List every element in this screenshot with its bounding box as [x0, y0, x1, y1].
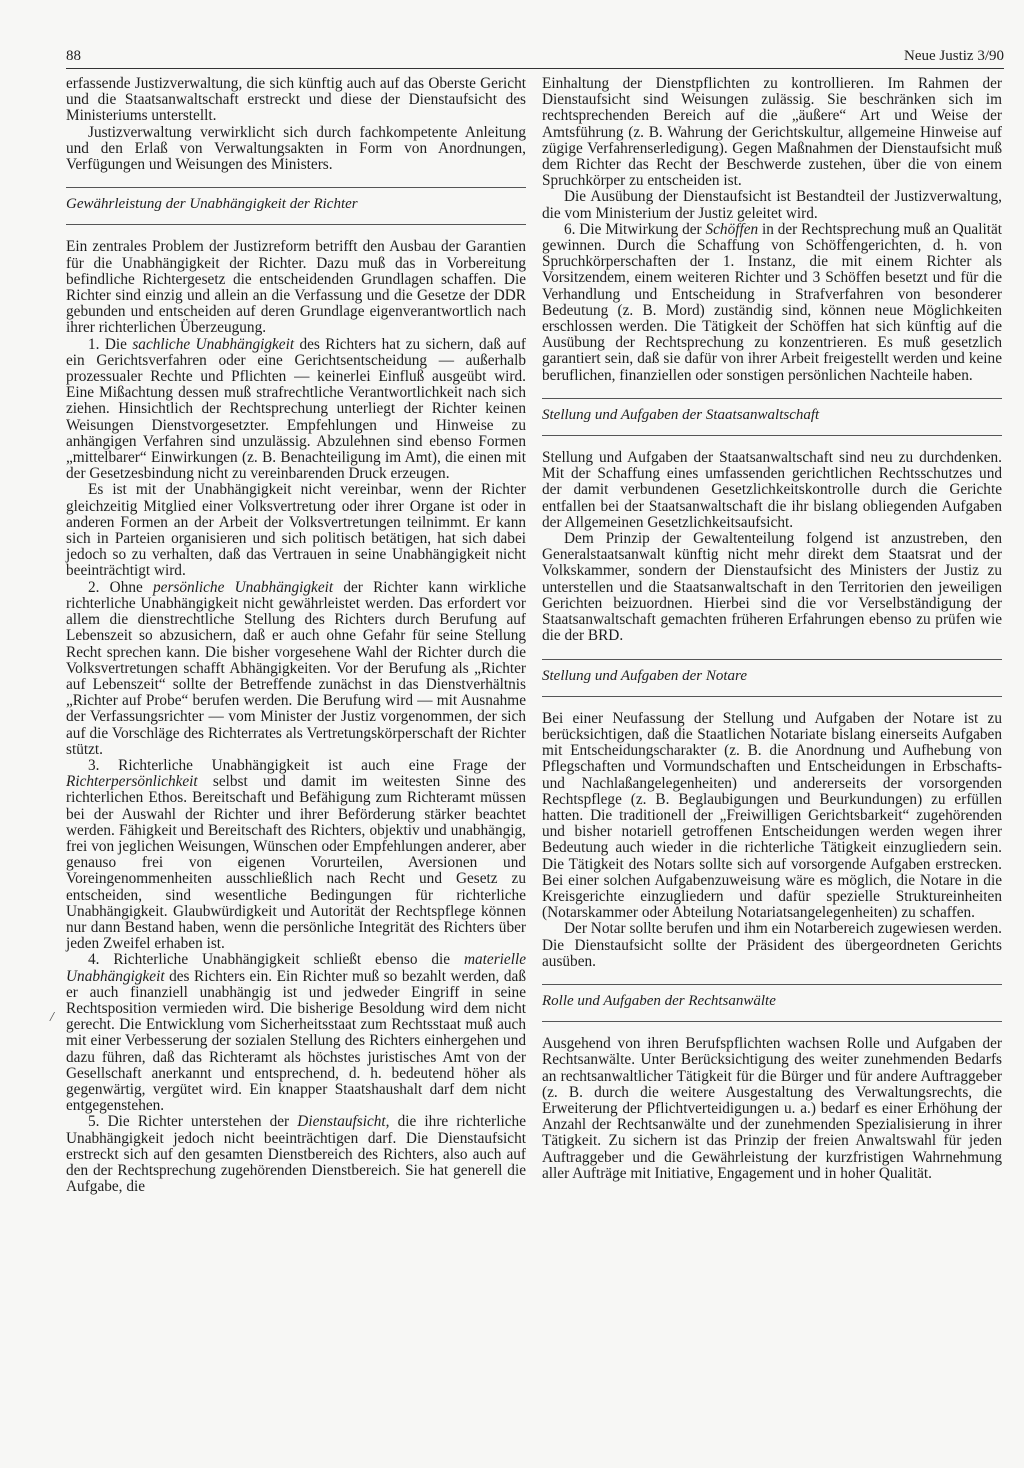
text-run: 1. Die [88, 335, 133, 353]
emphasis: persönliche Unabhängigkeit [153, 578, 334, 596]
left-column [66, 76, 526, 1195]
text-run: 6. Die Mitwirkung der [564, 220, 706, 238]
journal-issue: Neue Justiz 3/90 [904, 48, 1004, 64]
text-run: 4. Richterliche Unabhängigkeit schließt ebenso die [88, 951, 464, 969]
paragraph: Dem Prinzip der Gewaltenteilung folgend ist anzustreben, den Generalstaatsanwalt künftig nicht mehr direkt dem Staatsrat und der Volkskammer, sondern der Dienstaufsicht des Ministers der Justiz zu unterstellen und die Staatsanwaltschaft in den Territorien den jeweiligen Gerichten beizuordnen. Hierbei sind die vor Verselbständigung der Staatsanwaltschaft gemachten früheren Erfahrungen ebenso zu prüfen wie die der BRD. [542, 530, 1002, 645]
text-run: der Richter kann wirkliche richterliche Unabhängigkeit nicht gewährleistet werden. Das erfordert vor allem die dienstrechtliche Stellung des Richters durch Berufung auf Lebenszeit so abzusichern, daß er auch ohne Gefahr für seine Stellung Recht sprechen kann. Die bisher vorgesehene Wahl der Richter durch die Volksvertretungen schafft Abhängigkeiten. Vor der Berufung als „Richter auf Lebenszeit“ sollte der Betreffende zunächst in das Dienstverhältnis „Richter auf Probe“ berufen werden. Die Berufung wird — mit Ausnahme der Verfassungsrichter — vom Minister der Justiz vorgenommen, der sich auf die Vorschläge des Richterrates als Vertretungskörperschaft der Richter stützt. [66, 578, 526, 758]
text-run: des Richters hat zu sichern, daß auf ein Gerichtsverfahren oder eine Gerichtsentscheidung — außerhalb prozessualer Rechte und Pflichten — keinerlei Einfluß ausgeübt wird. Eine Mißachtung dessen muß strafrechtliche Verantwortlichkeit nach sich ziehen. Hinsichtlich der Rechtsprechung unterliegt der Richter keinen Weisungen Dienstvorgesetzter. Empfehlungen und Hinweise zu anhängigen Verfahren sind unzulässig. Abzulehnen sind ebenso Formen „mittelbarer“ Einwirkungen (z. B. Benachteiligung im Amt), die einen mit der Gesetzesbindung nicht zu vereinbarenden Druck erzeugen. [66, 335, 526, 483]
margin-mark: / [50, 1010, 54, 1025]
paragraph [66, 580, 526, 758]
paragraph: Der Notar sollte berufen und ihm ein Notarbereich zugewiesen werden. Die Dienstaufsicht sollte der Präsident des übergeordneten Gerichts ausüben. [542, 920, 1002, 970]
text-run: 5. Die Richter unterstehen der [88, 1113, 298, 1131]
paragraph [66, 337, 526, 483]
paragraph: Einhaltung der Dienstpflichten zu kontrollieren. Im Rahmen der Dienstaufsicht sind Weisungen zulässig. Sie beschränken sich im rechtsprechenden Bereich auf die „äußere“ Art und Weise der Amtsführung (z. B. Wahrung der Gerichtskultur, allgemeine Hinweise auf zügige Verfahrenserledigung). Gegen Maßnahmen der Dienstaufsicht muß dem Richter das Recht der Beschwerde zustehen, über die von einem Spruchkörper zu entscheiden ist. [542, 75, 1002, 190]
paragraph: Justizverwaltung verwirklicht sich durch fachkompetente Anleitung und den Erlaß von Verwaltungsakten in Form von Anordnungen, Verfügungen und Weisungen des Ministers. [66, 123, 526, 174]
paragraph: Bei einer Neufassung der Stellung und Aufgaben der Notare ist zu berücksichtigen, daß die Staatlichen Notariate bislang einerseits Aufgaben mit Entscheidungscharakter (z. B. die Anordnung und Aufhebung von Pflegschaften und Vormundschaften und Entscheidungen in Erbschafts- und Nachlaßangelegenheiten) und andererseits der vorsorgenden Rechtspflege (z. B. Beglaubigungen und Beurkundungen) zu erfüllen hatten. Die traditionell der „Freiwilligen Gerichtsbarkeit“ zugehörenden und bisher notariell getroffenen Entscheidungen werden wegen ihrer Bedeutung auch wieder in die richterliche Tätigkeit einzugliedern sein. Die Tätigkeit des Notars sollte sich auf vorsorgende Aufgaben erstrecken. Bei einer solchen Aufgabenzuweisung wäre es möglich, die Notare in die Kreisgerichte einzugliedern und dafür spezielle Struktureinheiten (Notarskammer oder Abteilung Notariatsangelegenheiten) zu schaffen. [542, 709, 1002, 922]
paragraph: Die Ausübung der Dienstaufsicht ist Bestandteil der Justizverwaltung, die vom Ministerium der Justiz geleitet wird. [542, 188, 1002, 222]
paragraph: Es ist mit der Unabhängigkeit nicht vereinbar, wenn der Richter gleichzeitig Mitglied einer Volksvertretung oder ihrer Organe ist oder in anderen Formen an der Arbeit der Volksvertretungen teilnimmt. Er kann sich in Parteien organisieren und sich politisch betätigen, hat sich dabei jedoch so zu verhalten, daß das Vertrauen in seine Unabhängigkeit nicht beeinträchtigt wird. [66, 481, 526, 580]
emphasis: Dienstaufsicht, [297, 1113, 390, 1131]
paragraph: Ausgehend von ihren Berufspflichten wachsen Rolle und Aufgaben der Rechtsanwälte. Unter Berücksichtigung des weiter zunehmenden Bedarfs an rechtsanwaltlicher Tätigkeit für die Bürger und für andere Auftraggeber (z. B. durch die weitere Ausgestaltung des Verwaltungsrechts, die Erweiterung der Pflichtverteidigungen u. a.) bedarf es einer Erhöhung der Anzahl der Rechtsanwälte und der zunehmenden Spezialisierung in ihrer Tätigkeit. Zu sichern ist das Prinzip der freien Anwaltswahl für jeden Auftraggeber und die Gewährleistung der kurzfristigen Wahrnehmung aller Aufträge mit Initiative, Engagement und in hoher Qualität. [542, 1035, 1002, 1182]
paragraph [66, 952, 526, 1114]
text-run: 2. Ohne [88, 578, 153, 596]
page-header [66, 48, 1004, 72]
section-heading: Stellung und Aufgaben der Notare [542, 659, 1002, 697]
page-number: 88 [66, 48, 81, 64]
text-run: selbst und damit im weitesten Sinne des richterlichen Ethos. Bereitschaft und Befähigung zum Richteramt müssen bei der Auswahl der Richter und ihrer Beförderung stärker beachtet werden. Fähigkeit und Bereitschaft des Richters, objektiv und unabhängig, frei von jeglichen Weisungen, Wünschen oder Empfehlungen anderer, aber genauso frei von eigenen Vorurteilen, Aversionen und Voreingenommenheiten ausschließlich nach Recht und Gesetz zu entscheiden, sind wesentliche Bedingungen für richterliche Unabhängigkeit. Glaubwürdigkeit und Autorität der Rechtspflege können nur dann Bestand haben, wenn die persönliche Integrität des Richters über jeden Zweifel erhaben ist. [66, 773, 526, 953]
paragraph [66, 758, 526, 952]
emphasis: sachliche Unabhängigkeit [132, 335, 295, 353]
text-run: die ihre richterliche Unabhängigkeit jedoch nicht beeinträchtigen darf. Die Dienstaufsicht erstreckt sich auf den gesamten Dienstbereich des Richters, also auch auf den der Rechtsprechung zugehörenden Dienstbereich. Sie hat generell die Aufgabe, die [66, 1113, 526, 1196]
text-run: in der Rechtsprechung muß an Qualität gewinnen. Durch die Schaffung von Schöffengerichten, d. h. von Spruchkörperschaften der 1. Instanz, die mit einem Richter als Vorsitzendem, einem weiteren Richter und 3 Schöffen besetzt und für die Verhandlung und Entscheidung in Strafverfahren von besonderer Bedeutung (z. B. Mord) zuständig sind, können neue Möglichkeiten erschlossen werden. Die Tätigkeit der Schöffen hat sich künftig auf die Ausübung der Rechtsprechung zu konzentrieren. Es muß gesetzlich garantiert sein, daß sie dafür von ihrer Arbeit freigestellt werden und keine beruflichen, finanziellen oder sonstigen persönlichen Nachteile haben. [542, 220, 1003, 384]
paragraph [542, 222, 1002, 384]
paragraph: Stellung und Aufgaben der Staatsanwaltschaft sind neu zu durchdenken. Mit der Schaffung eines umfassenden gerichtlichen Rechtsschutzes und der damit verbundenen Gesetzlichkeitskontrolle durch die Gerichte entfallen bei der Staatsanwaltschaft die ihr bislang obliegenden Aufgaben der Allgemeinen Gesetzlichkeitsaufsicht. [542, 449, 1002, 531]
paragraph [66, 1114, 526, 1195]
section-heading: Gewährleistung der Unabhängigkeit der Richter [66, 187, 526, 225]
section-heading: Stellung und Aufgaben der Staatsanwaltschaft [542, 398, 1002, 436]
header-rule [66, 68, 1004, 69]
paragraph: erfassende Justizverwaltung, die sich künftig auch auf das Oberste Gericht und die Staatsanwaltschaft erstreckt und diese der Dienstaufsicht des Ministeriums unterstellt. [66, 75, 526, 125]
section-heading: Rolle und Aufgaben der Rechtsanwälte [542, 984, 1002, 1022]
text-run: des Richters ein. Ein Richter muß so bezahlt werden, daß er auch finanziell unabhängig ist und jedweder Eingriff in seine Rechtsposition vermieden wird. Die bisherige Besoldung wird dem nicht gerecht. Die Entwicklung vom Sicherheitsstaat zum Rechtsstaat muß auch mit einer Verbesserung der sozialen Stellung des Richters einhergehen und dazu führen, daß das Richteramt als höchstes juristisches Amt von der Gesellschaft anerkannt und entsprechend, d. h. bedeutend höher als gegenwärtig, vergütet wird. Ein knapper Staatshaushalt darf dem nicht entgegenstehen. [66, 967, 526, 1115]
emphasis: Schöffen [705, 220, 759, 238]
text-run: 3. Richterliche Unabhängigkeit ist auch eine Frage der [88, 756, 526, 774]
paragraph: Ein zentrales Problem der Justizreform betrifft den Ausbau der Garantien für die Unabhängigkeit der Richter. Dazu muß das in Vorbereitung befindliche Richtergesetz die entscheidenden Grundlagen schaffen. Die Richter sind einzig und allein an die Verfassung und die Gesetze der DDR gebunden und entscheiden auf deren Grundlage eigenverantwortlich nach ihrer richterlichen Überzeugung. [66, 238, 526, 337]
emphasis: Richterpersönlichkeit [66, 773, 198, 791]
emphasis: materielle Unabhängigkeit [66, 951, 526, 985]
right-column [542, 76, 1002, 1182]
